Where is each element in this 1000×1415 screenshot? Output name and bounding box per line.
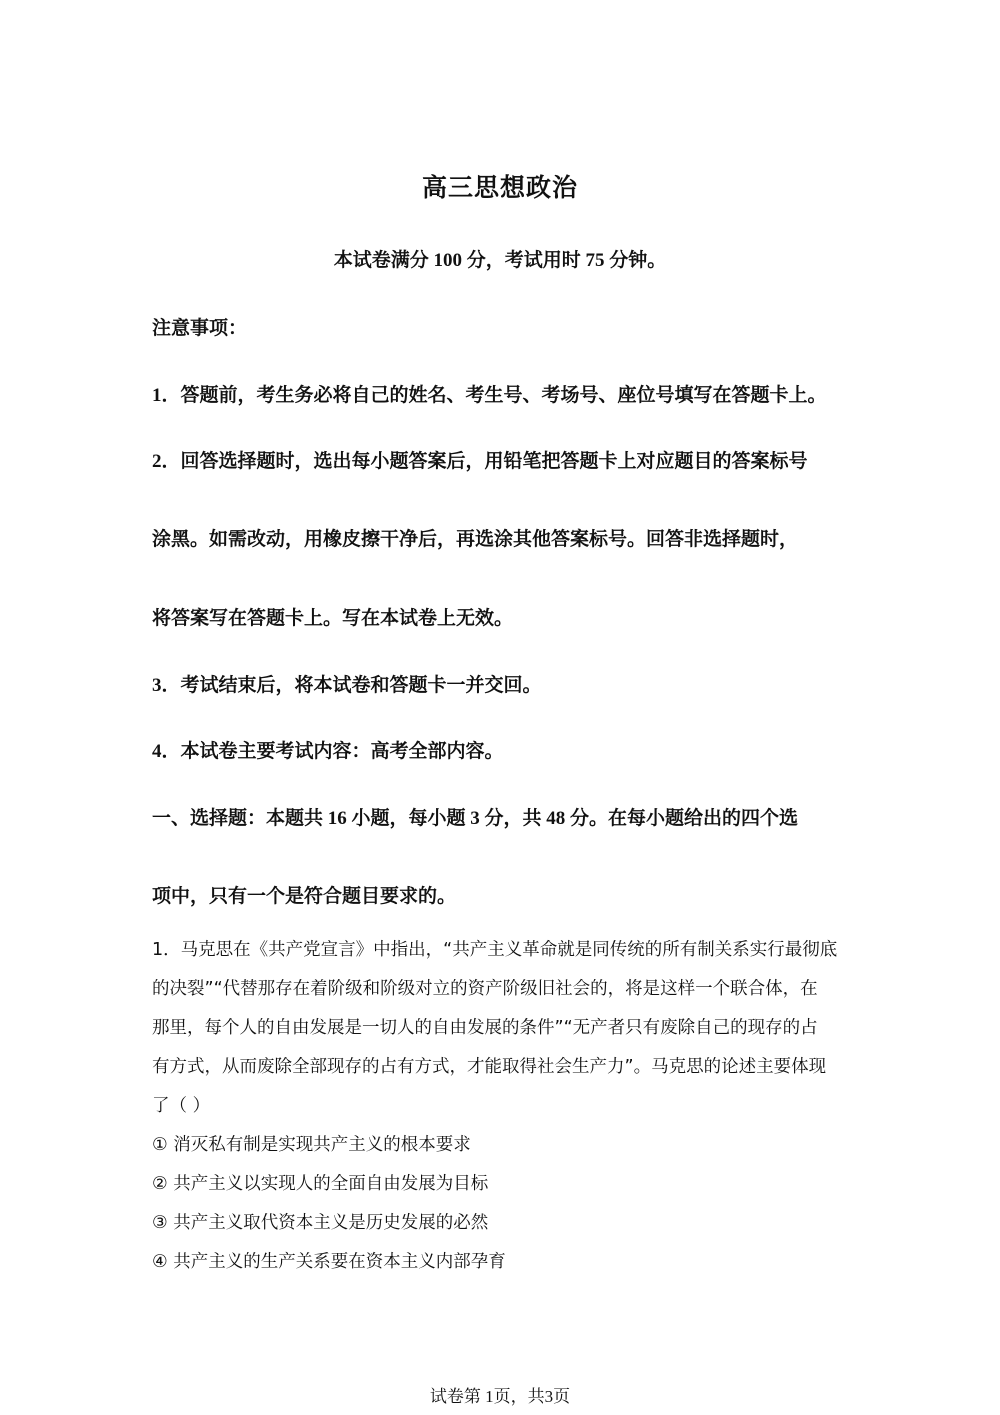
question-option: ④ 共产主义的生产关系要在资本主义内部孕育 <box>152 1252 506 1272</box>
notice-line: 将答案写在答题卡上。写在本试卷上无效。 <box>152 608 514 629</box>
question-option: ② 共产主义以实现人的全面自由发展为目标 <box>152 1174 489 1194</box>
notice-line: 涂黑。如需改动，用橡皮擦干净后，再选涂其他答案标号。回答非选择题时， <box>152 529 799 550</box>
question-option: ③ 共产主义取代资本主义是历史发展的必然 <box>152 1213 489 1233</box>
notice-heading: 注意事项： <box>152 318 248 339</box>
notice-line: 3．考试结束后，将本试卷和答题卡一并交回。 <box>152 675 542 696</box>
section-heading-line: 项中，只有一个是符合题目要求的。 <box>152 886 457 907</box>
question-stem-line: 了（ ） <box>152 1096 211 1116</box>
section-heading-line: 一、选择题：本题共 16 小题，每小题 3 分，共 48 分。在每小题给出的四个选 <box>152 808 799 829</box>
notice-line: 4．本试卷主要考试内容：高考全部内容。 <box>152 741 504 762</box>
question-stem-line: 的决裂”“代替那存在着阶级和阶级对立的资产阶级旧社会的，将是这样一个联合体，在 <box>152 979 818 999</box>
question-stem-line: 那里，每个人的自由发展是一切人的自由发展的条件”“无产者只有废除自己的现存的占 <box>152 1018 818 1038</box>
question-option: ① 消灭私有制是实现共产主义的根本要求 <box>152 1135 471 1155</box>
question-stem-line: 1．马克思在《共产党宣言》中指出，“共产主义革命就是同传统的所有制关系实行最彻底 <box>152 940 838 960</box>
page-footer: 试卷第 1页，共3页 <box>429 1387 571 1406</box>
exam-info-subtitle: 本试卷满分 100 分，考试用时 75 分钟。 <box>333 250 667 271</box>
notice-line: 1．答题前，考生务必将自己的姓名、考生号、考场号、座位号填写在答题卡上。 <box>152 385 827 406</box>
question-stem-line: 有方式，从而废除全部现存的占有方式，才能取得社会生产力”。马克思的论述主要体现 <box>152 1057 827 1077</box>
notice-line: 2．回答选择题时，选出每小题答案后，用铅笔把答题卡上对应题目的答案标号 <box>152 451 808 472</box>
page-title: 高三思想政治 <box>421 173 578 202</box>
